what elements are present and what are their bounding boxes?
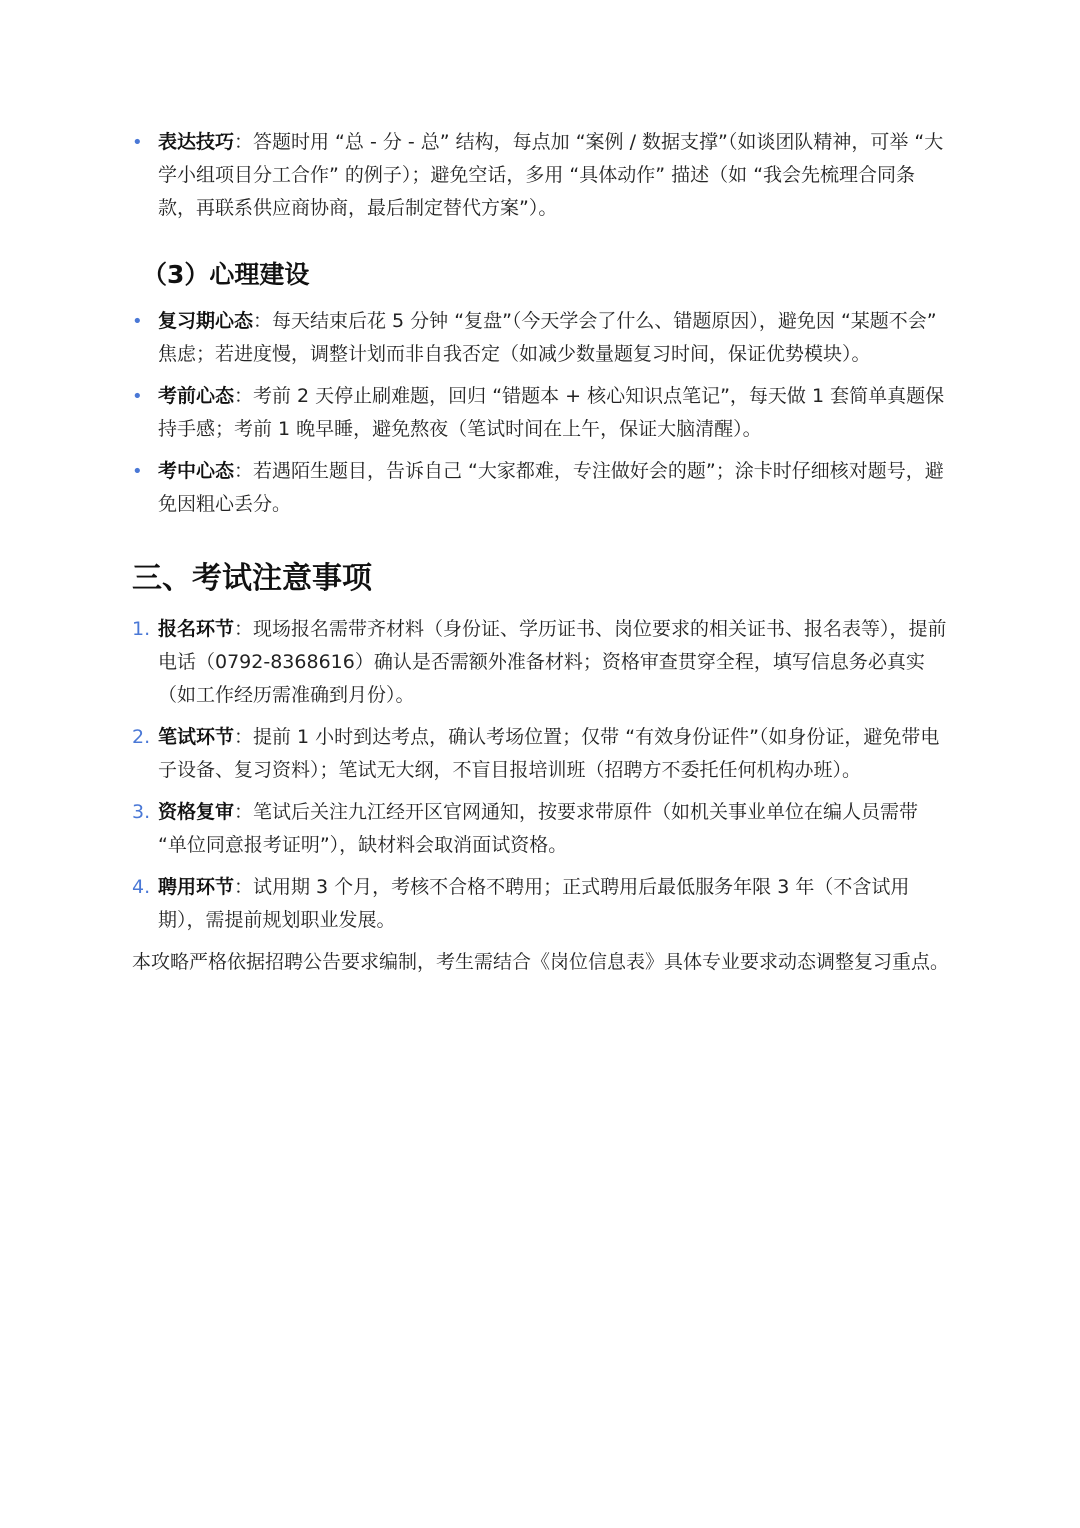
list-item-expression-tips — [132, 126, 952, 225]
item-number: 4. — [132, 876, 151, 898]
item-label: 聘用环节 — [158, 876, 235, 898]
item-label: 资格复审 — [158, 801, 235, 823]
item-text: ：提前 1 小时到达考点，确认考场位置；仅带 “有效身份证件”（如身份证，避免带电子设备、复习资料）；笔试无大纲，不盲目报培训班（招聘方不委托任何机构办班）。 — [158, 726, 940, 781]
item-label: 报名环节 — [158, 618, 235, 640]
item-text: ：笔试后关注九江经开区官网通知，按要求带原件（如机关事业单位在编人员需带 “单位同意报考证明”），缺材料会取消面试资格。 — [158, 801, 919, 856]
item-text: ：若遇陌生题目，告诉自己 “大家都难，专注做好会的题”；涂卡时仔细核对题号，避免因粗心丢分。 — [158, 460, 944, 515]
item-label: 复习期心态 — [158, 310, 254, 332]
document-content — [132, 126, 952, 979]
list-item — [132, 305, 952, 371]
numbered-item — [132, 721, 952, 787]
bullet-icon: • — [132, 311, 143, 332]
bullet-icon: • — [132, 132, 143, 153]
item-number: 3. — [132, 801, 151, 823]
item-text: ：答题时用 “总 - 分 - 总” 结构，每点加 “案例 / 数据支撑”（如谈团队精神，可举 “大学小组项目分工合作” 的例子）；避免空话，多用 “具体动作” 描述（如 “我会先梳理合同条款，再联系供应商协商，最后制定替代方案”）。 — [158, 131, 944, 219]
section-heading-exam-notes: 三、考试注意事项 — [132, 561, 372, 596]
item-label: 笔试环节 — [158, 726, 235, 748]
item-label: 考中心态 — [158, 460, 235, 482]
section-heading-psychology: （3）心理建设 — [142, 260, 310, 289]
item-label: 表达技巧 — [158, 131, 235, 153]
item-text: ：考前 2 天停止刷难题，回归 “错题本 + 核心知识点笔记”，每天做 1 套简单真题保持手感；考前 1 晚早睡，避免熬夜（笔试时间在上午，保证大脑清醒）。 — [158, 385, 945, 440]
item-label: 考前心态 — [158, 385, 235, 407]
numbered-item — [132, 871, 952, 937]
bullet-icon: • — [132, 386, 143, 407]
closing-paragraph: 本攻略严格依据招聘公告要求编制，考生需结合《岗位信息表》具体专业要求动态调整复习重点。 — [132, 951, 950, 973]
list-item — [132, 380, 952, 446]
item-number: 2. — [132, 726, 151, 748]
numbered-item — [132, 796, 952, 862]
numbered-item — [132, 613, 952, 712]
item-text: ：试用期 3 个月，考核不合格不聘用；正式聘用后最低服务年限 3 年（不含试用期），需提前规划职业发展。 — [158, 876, 910, 931]
item-number: 1. — [132, 618, 151, 640]
bullet-icon: • — [132, 461, 143, 482]
item-text: ：每天结束后花 5 分钟 “复盘”（今天学会了什么、错题原因），避免因 “某题不会” 焦虑；若进度慢，调整计划而非自我否定（如减少数量题复习时间，保证优势模块）。 — [158, 310, 937, 365]
item-text: ：现场报名需带齐材料（身份证、学历证书、岗位要求的相关证书、报名表等），提前电话（0792-8368616）确认是否需额外准备材料；资格审查贯穿全程，填写信息务必真实（如工作经历需准确到月份）。 — [158, 618, 947, 706]
list-item — [132, 455, 952, 521]
